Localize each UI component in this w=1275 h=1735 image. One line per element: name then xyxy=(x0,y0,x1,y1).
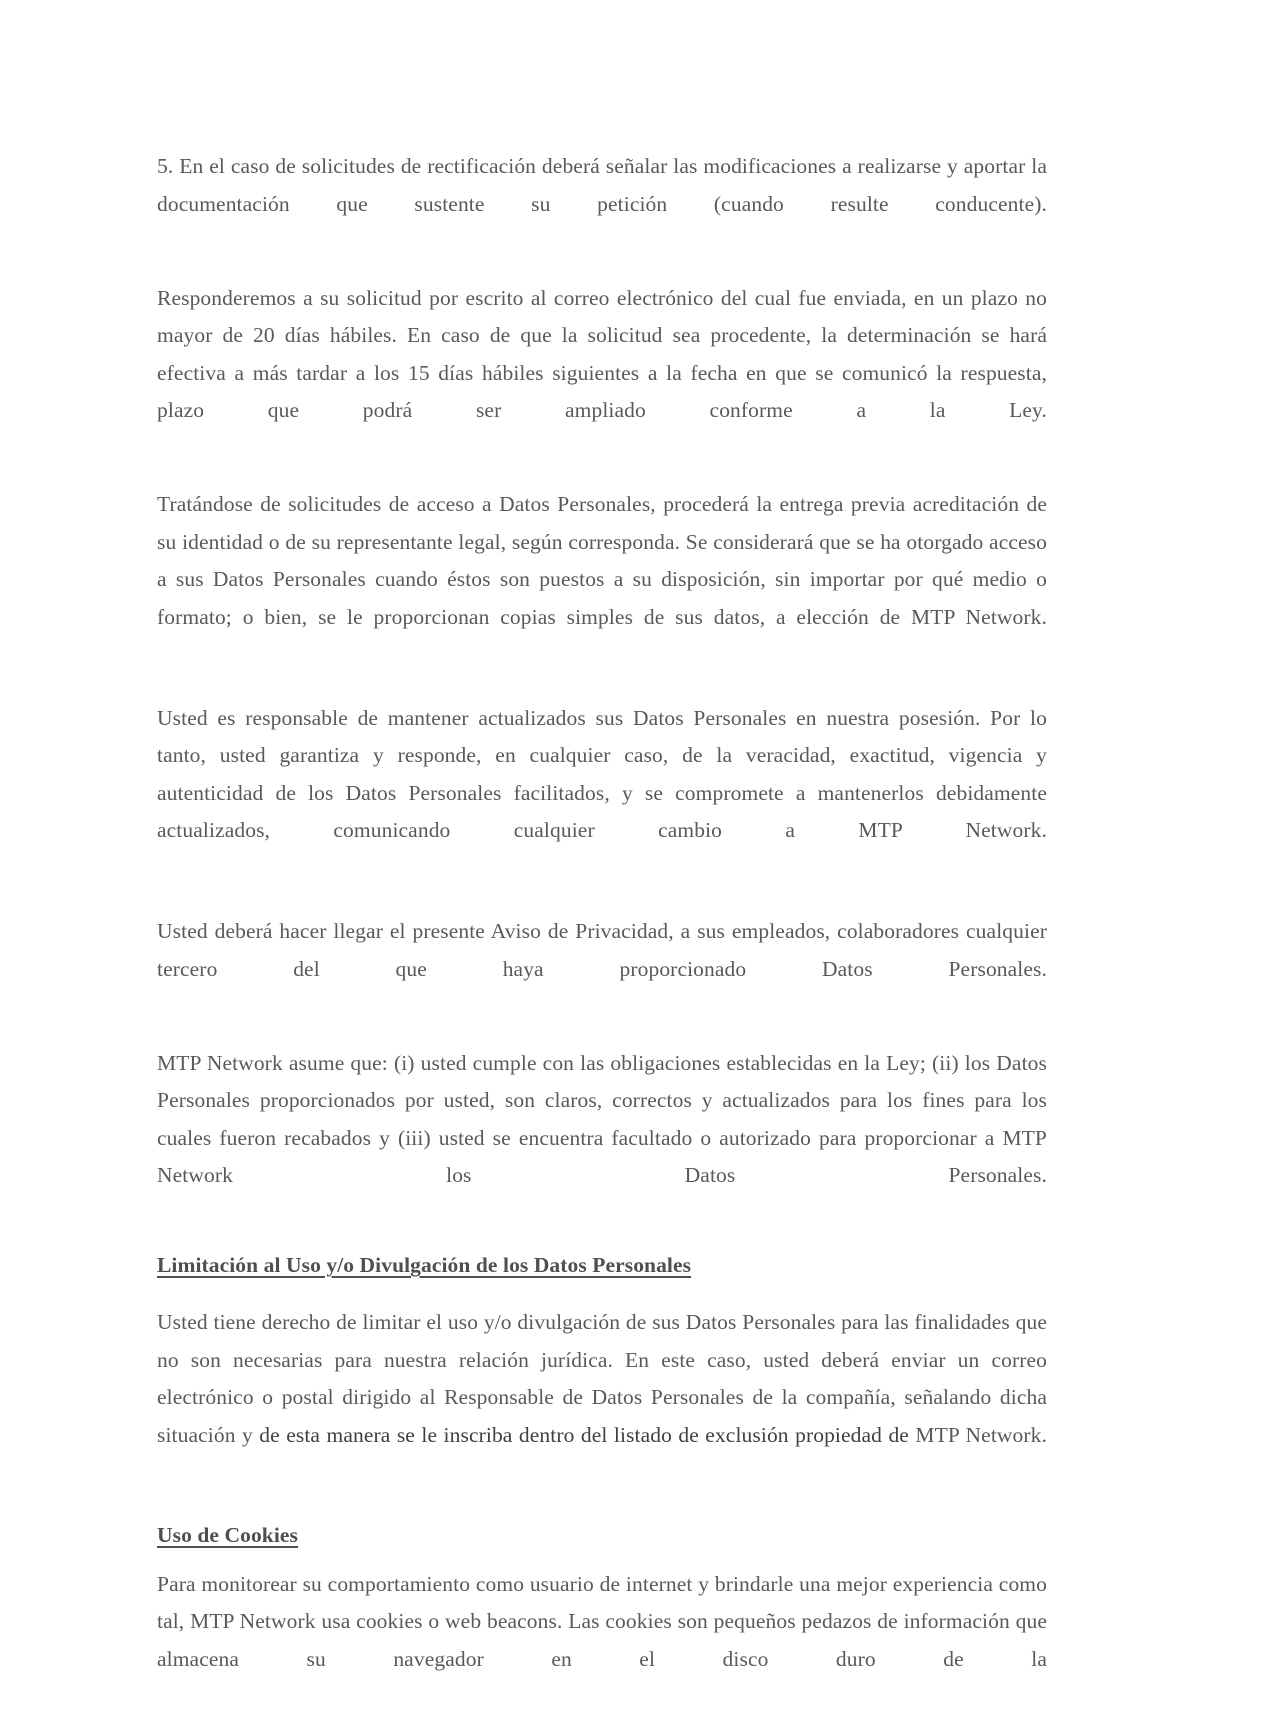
paragraph-responderemos: Responderemos a su solicitud por escrito al correo electrónico del cual fue enviada, en un plazo no mayor de 20 días hábiles. En caso de que la solicitud sea procedente, la determinación se hará efectiva a más tardar a los 15 días hábiles siguientes a la fecha en que se comunicó la respuesta, plazo que podrá ser ampliado conforme a la Ley. xyxy=(157,285,1047,422)
paragraph-usted-responsable: Usted es responsable de mantener actualizados sus Datos Personales en nuestra posesión. Por lo tanto, usted garantiza y responde, en cualquier caso, de la veracidad, exactitud, vigencia y autenticidad de los Datos Personales facilitados, y se compromete a mantenerlos debidamente actualizados, comunicando cualquier cambio a MTP Network. xyxy=(157,705,1047,842)
paragraph-tratandose: Tratándose de solicitudes de acceso a Datos Personales, procederá la entrega previa acreditación de su identidad o de su representante legal, según corresponda. Se considerará que se ha otorgado acceso a sus Datos Personales cuando éstos son puestos a su disposición, sin importar por qué medio o formato; o bien, se le proporcionan copias simples de sus datos, a elección de MTP Network. xyxy=(157,492,1047,629)
paragraph-limitacion-emphasis: de esta manera se le inscriba dentro del listado de exclusión propiedad de xyxy=(259,1422,916,1447)
paragraph-limitacion-lead: Usted tiene derecho de limitar el uso y/o divulgación de sus Datos Personales para las finalidades que no son necesarias para nuestra relación jurídica. En este caso, usted deberá enviar un correo electrónico o postal dirigido al Responsable de Datos Personales de la compañía, señalando dicha situación y xyxy=(157,1310,1047,1447)
heading-uso-de-cookies: Uso de Cookies xyxy=(157,1522,298,1547)
paragraph-hacer-llegar: Usted deberá hacer llegar el presente Aviso de Privacidad, a sus empleados, colaboradores cualquier tercero del que haya proporcionado Datos Personales. xyxy=(157,919,1047,981)
paragraph-limitacion-tail: MTP Network. xyxy=(915,1422,1048,1447)
paragraph-mtp-asume: MTP Network asume que: (i) usted cumple con las obligaciones establecidas en la Ley; (ii) los Datos Personales proporcionados por usted, son claros, correctos y actualizados para los fines para los cuales fueron recabados y (iii) usted se encuentra facultado o autorizado para proporcionar a MTP Network los Datos Personales. xyxy=(157,1050,1047,1187)
paragraph-limitacion xyxy=(157,1304,1047,1492)
paragraph-cookies: Para monitorear su comportamiento como usuario de internet y brindarle una mejor experiencia como tal, MTP Network usa cookies o web beacons. Las cookies son pequeños pedazos de información que almacena su navegador en el disco duro de la xyxy=(157,1571,1047,1671)
document-body xyxy=(157,148,1047,1735)
heading-limitacion-uso-divulgacion: Limitación al Uso y/o Divulgación de los Datos Personales xyxy=(157,1253,692,1277)
paragraph-item-5: 5. En el caso de solicitudes de rectificación deberá señalar las modificaciones a realizarse y aportar la documentación que sustente su petición (cuando resulte conducente). xyxy=(157,154,1047,216)
